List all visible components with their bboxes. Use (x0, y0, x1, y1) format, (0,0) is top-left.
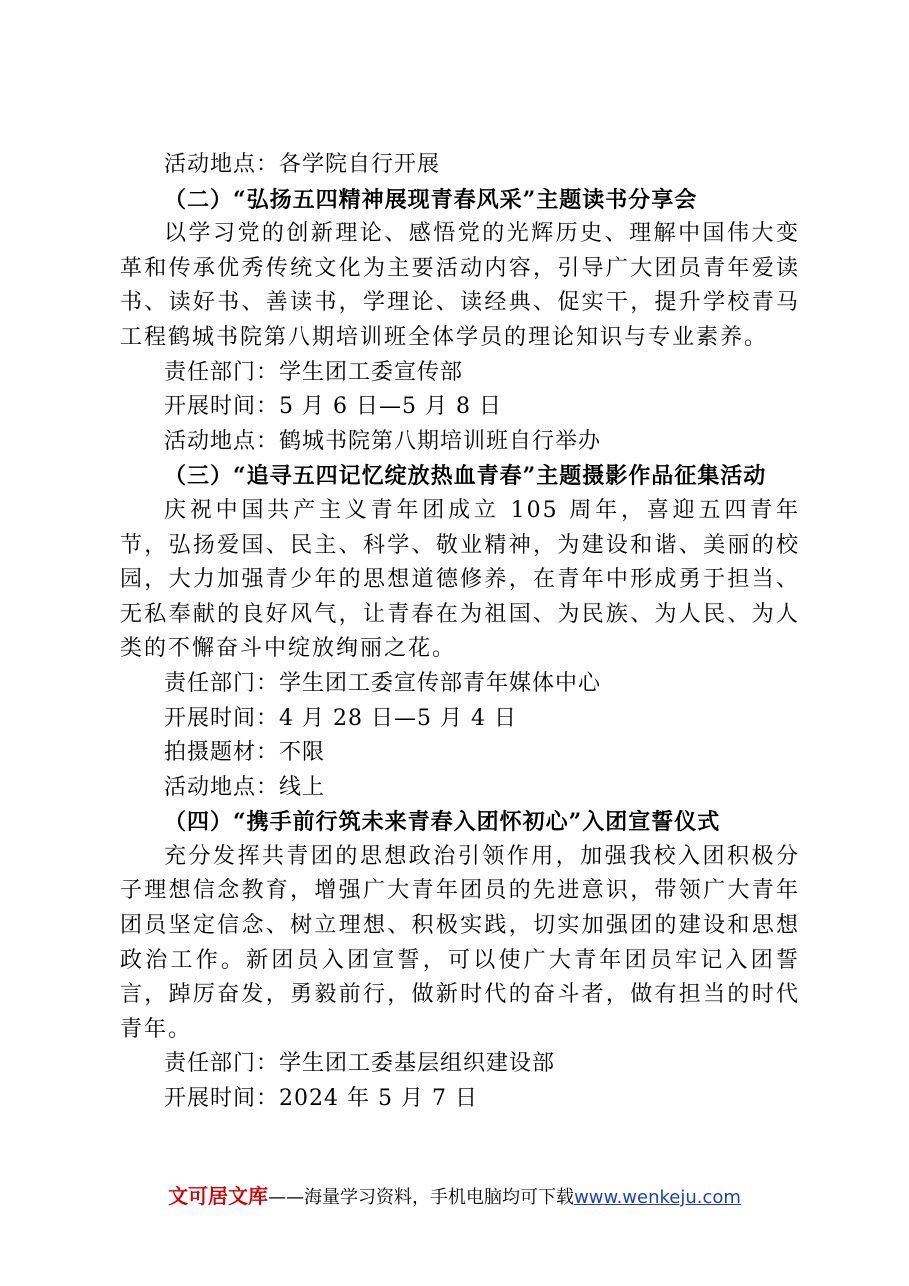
paragraph-4: 充分发挥共青团的思想政治引领作用，加强我校入团积极分子理想信念教育，增强广大青年团员的先进意识，带领广大青年团员坚定信念、树立理想、积极实践，切实加强团的建设和思想政治工作。新团员入团宣誓，可以使广大青年团员牢记入团誓言，踔厉奋发，勇毅前行，做新时代的奋斗者，做有担当的时代青年。 (120, 843, 800, 1042)
location-line-2: 活动地点：鹤城书院第八期培训班自行举办 (164, 428, 602, 454)
dept-line-4: 责任部门：学生团工委基层组织建设部 (164, 1051, 556, 1077)
location-line-1: 活动地点：各学院自行开展 (164, 152, 441, 177)
time-line-4: 开展时间：2024 年 5 月 7 日 (164, 1086, 478, 1112)
website-link[interactable]: www.wenkeju.com (574, 1187, 741, 1208)
time-line-3: 开展时间：4 月 28 日—5 月 4 日 (164, 705, 517, 731)
section-heading-4: （四）“携手前行筑未来青春入团怀初心”入团宣誓仪式 (164, 809, 721, 836)
dept-line-2: 责任部门：学生团工委宣传部 (164, 359, 464, 385)
dept-line-3: 责任部门：学生团工委宣传部青年媒体中心 (164, 670, 602, 696)
document-body (120, 148, 800, 1117)
footer-tagline: ——海量学习资料，手机电脑均可下载 (268, 1187, 575, 1208)
brand-name: 文可居文库 (168, 1184, 269, 1208)
location-line-3: 活动地点：线上 (164, 774, 326, 800)
paragraph-2: 以学习党的创新理论、感悟党的光辉历史、理解中国伟大变革和传承优秀传统文化为主要活动内容，引导广大团员青年爱读书、读好书、善读书，学理论、读经典、促实干，提升学校青马工程鹤城书院第八期培训班全体学员的理论知识与专业素养。 (120, 221, 800, 350)
footer-banner (0, 1182, 909, 1212)
subject-line-3: 拍摄题材：不限 (164, 740, 326, 766)
time-line-2: 开展时间：5 月 6 日—5 月 8 日 (164, 394, 502, 420)
paragraph-3: 庆祝中国共产主义青年团成立 105 周年，喜迎五四青年节，弘扬爱国、民主、科学、敬业精神，为建设和谐、美丽的校园，大力加强青少年的思想道德修养，在青年中形成勇于担当、无私奉献的良好风气，让青春在为祖国、为民族、为人民、为人类的不懈奋斗中绽放绚丽之花。 (120, 497, 800, 662)
section-heading-2: （二）“弘扬五四精神展现青春风采”主题读书分享会 (164, 186, 698, 213)
section-heading-3: （三）“追寻五四记忆绽放热血青春”主题摄影作品征集活动 (164, 463, 767, 490)
